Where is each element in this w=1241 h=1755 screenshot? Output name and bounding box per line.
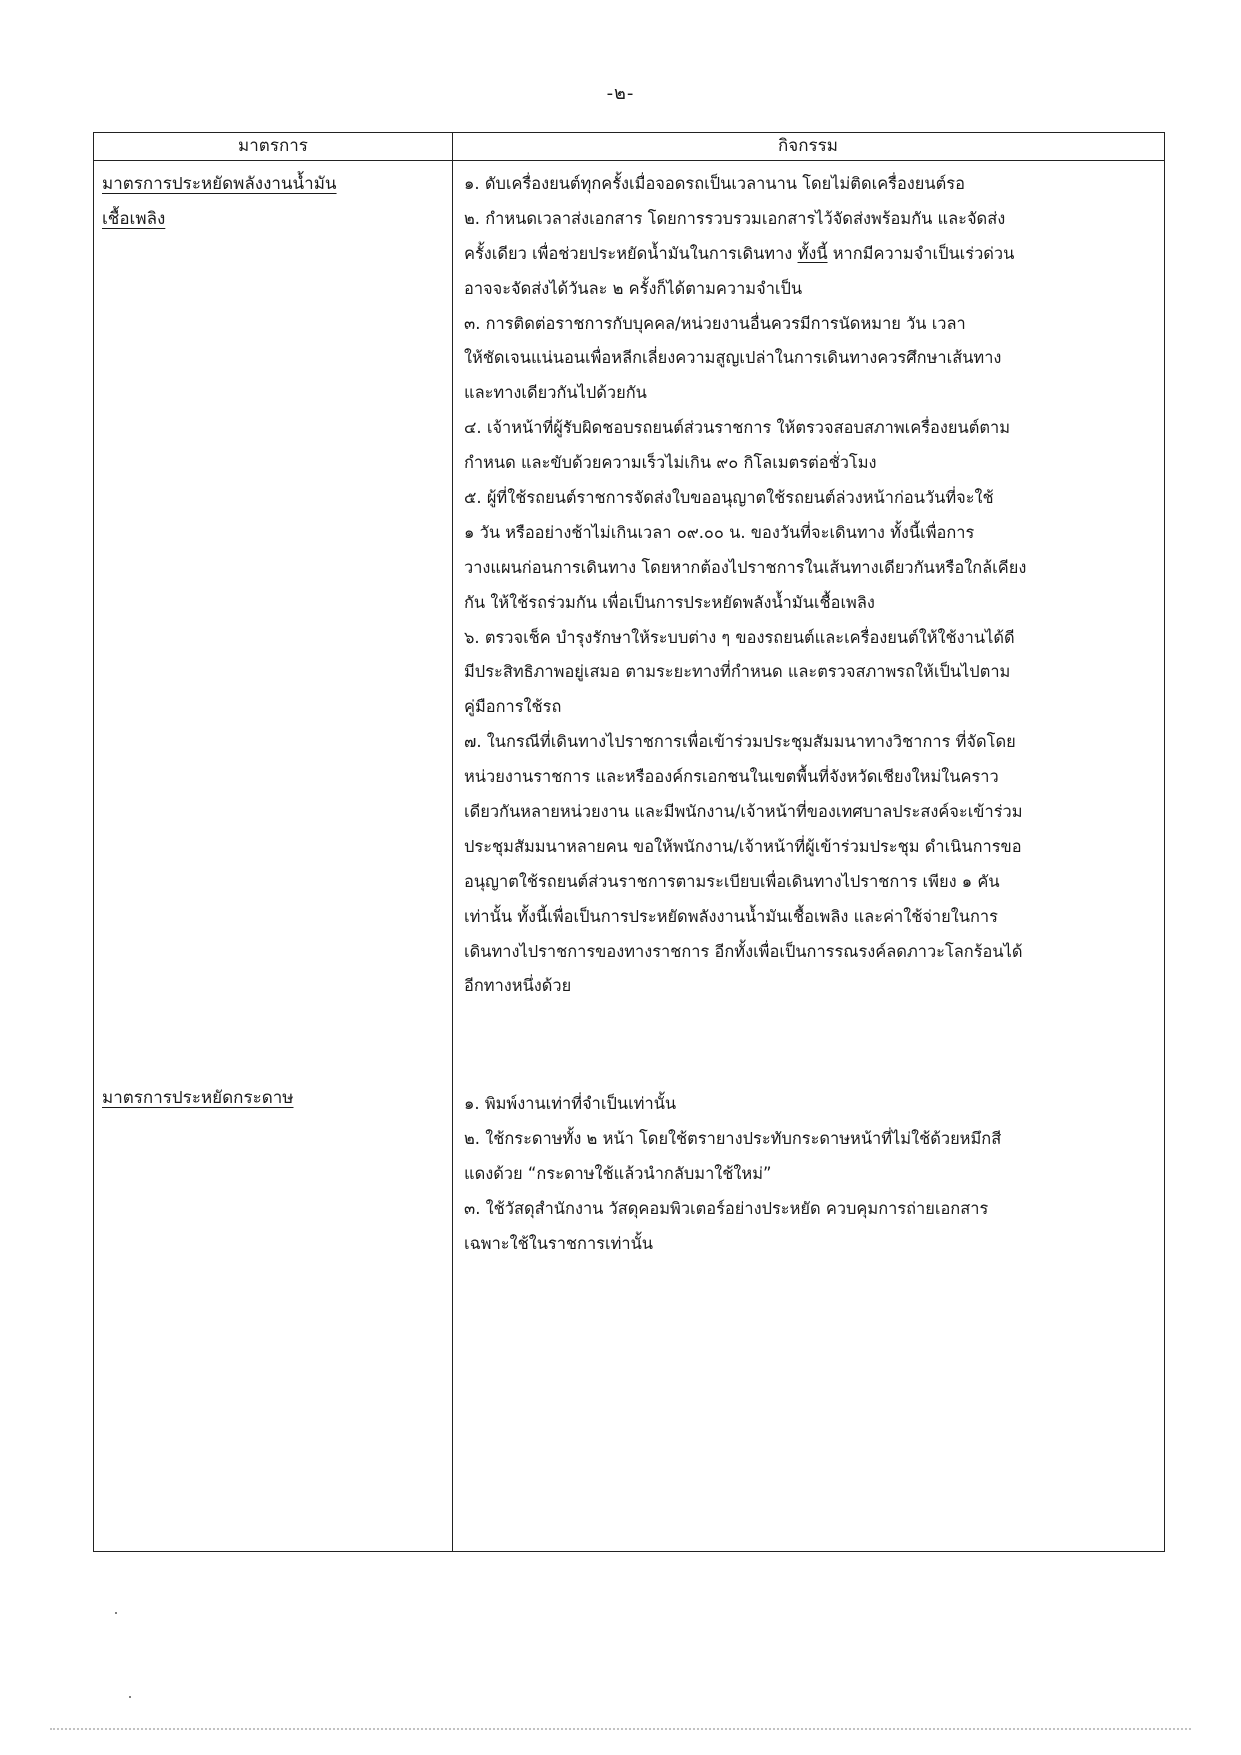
activity-line: หน่วยงานราชการ และหรือองค์กรเอกชนในเขตพื้นที่จังหวัดเชียงใหม่ในคราว bbox=[464, 767, 999, 787]
activity-line: เฉพาะใช้ในราชการเท่านั้น bbox=[464, 1233, 653, 1253]
measures-table bbox=[93, 132, 1165, 1552]
activity-line: ๗. ในกรณีที่เดินทางไปราชการเพื่อเข้าร่วมประชุมสัมมนาทางวิชาการ ที่จัดโดย bbox=[464, 732, 1016, 752]
scan-speck bbox=[115, 1612, 117, 1614]
activity-line: และทางเดียวกันไปด้วยกัน bbox=[464, 383, 647, 403]
activity-line: ๕. ผู้ที่ใช้รถยนต์ราชการจัดส่งใบขออนุญาตใช้รถยนต์ล่วงหน้าก่อนวันที่จะใช้ bbox=[464, 488, 994, 508]
activity-line: อีกทางหนึ่งด้วย bbox=[464, 976, 572, 996]
activity-line: ๔. เจ้าหน้าที่ผู้รับผิดชอบรถยนต์ส่วนราชการ ให้ตรวจสอบสภาพเครื่องยนต์ตาม bbox=[464, 418, 1011, 438]
scan-speck bbox=[129, 1696, 131, 1698]
activity-line: เท่านั้น ทั้งนี้เพื่อเป็นการประหยัดพลังงานน้ำมันเชื้อเพลิง และค่าใช้จ่ายในการ bbox=[464, 906, 998, 926]
activity-line: เดียวกันหลายหน่วยงาน และมีพนักงาน/เจ้าหน้าที่ของเทศบาลประสงค์จะเข้าร่วม bbox=[464, 802, 1023, 822]
page-number: -๒- bbox=[606, 83, 635, 104]
activity-text: หากมีความจำเป็นเร่วด่วน bbox=[827, 243, 1015, 263]
activity-line: ๑ วัน หรืออย่างช้าไม่เกินเวลา ๐๙.๐๐ น. ของวันที่จะเดินทาง ทั้งนี้เพื่อการ bbox=[464, 522, 975, 542]
activity-line: กำหนด และขับด้วยความเร็วไม่เกิน ๙๐ กิโลเมตรต่อชั่วโมง bbox=[464, 453, 877, 473]
measure-title-line: มาตรการประหยัดพลังงานน้ำมัน bbox=[102, 174, 337, 194]
activity-line: ๓. การติดต่อราชการกับบุคคล/หน่วยงานอื่นควรมีการนัดหมาย วัน เวลา bbox=[464, 313, 966, 333]
header-measure: มาตรการ bbox=[238, 136, 308, 156]
activity-line: กัน ให้ใช้รถร่วมกัน เพื่อเป็นการประหยัดพลังน้ำมันเชื้อเพลิง bbox=[464, 592, 875, 612]
activity-line: เดินทางไปราชการของทางราชการ อีกทั้งเพื่อเป็นการรณรงค์ลดภาวะโลกร้อนได้ bbox=[464, 941, 1023, 961]
measure-paper-saving bbox=[102, 1081, 448, 1116]
activity-line: ให้ชัดเจนแน่นอนเพื่อหลีกเลี่ยงความสูญเปล่าในการเดินทางควรศึกษาเส้นทาง bbox=[464, 348, 1002, 368]
emphasis-word: ทั้งนี้ bbox=[797, 243, 828, 263]
activity-line: แดงด้วย “กระดาษใช้แล้วนำกลับมาใช้ใหม่” bbox=[464, 1163, 772, 1183]
measure-fuel-saving bbox=[102, 167, 448, 237]
column-divider bbox=[452, 133, 453, 1551]
activity-line: มีประสิทธิภาพอยู่เสมอ ตามระยะทางที่กำหนด และตรวจสภาพรถให้เป็นไปตาม bbox=[464, 662, 1011, 682]
activity-line bbox=[464, 237, 1156, 272]
activity-line: อาจจะจัดส่งได้วันละ ๒ ครั้งก็ได้ตามความจำเป็น bbox=[464, 278, 803, 298]
activity-text: ครั้งเดียว เพื่อช่วยประหยัดน้ำมันในการเดินทาง bbox=[464, 243, 798, 263]
activity-line: ๒. กำหนดเวลาส่งเอกสาร โดยการรวบรวมเอกสารไว้จัดส่งพร้อมกัน และจัดส่ง bbox=[464, 208, 1006, 228]
activity-line: ๖. ตรวจเช็ค บำรุงรักษาให้ระบบต่าง ๆ ของรถยนต์และเครื่องยนต์ให้ใช้งานได้ดี bbox=[464, 627, 1015, 647]
header-activity: กิจกรรม bbox=[777, 136, 838, 156]
activity-line: ประชุมสัมมนาหลายคน ขอให้พนักงาน/เจ้าหน้าที่ผู้เข้าร่วมประชุม ดำเนินการขอ bbox=[464, 836, 1022, 856]
scan-noise-line bbox=[50, 1728, 1191, 1730]
activity-line: คู่มือการใช้รถ bbox=[464, 697, 562, 717]
activity-line: ๑. ดับเครื่องยนต์ทุกครั้งเมื่อจอดรถเป็นเวลานาน โดยไม่ติดเครื่องยนต์รอ bbox=[464, 174, 965, 193]
activity-line: ๒. ใช้กระดาษทั้ง ๒ หน้า โดยใช้ตรายางประทับกระดาษหน้าที่ไม่ใช้ด้วยหมึกสี bbox=[464, 1128, 1002, 1148]
activity-line: ๑. พิมพ์งานเท่าที่จำเป็นเท่านั้น bbox=[464, 1094, 677, 1113]
measure-title-line: มาตรการประหยัดกระดาษ bbox=[102, 1088, 294, 1108]
activity-line: ๓. ใช้วัสดุสำนักงาน วัสดุคอมพิวเตอร์อย่างประหยัด ควบคุมการถ่ายเอกสาร bbox=[464, 1198, 989, 1218]
activities-paper-saving bbox=[464, 1087, 1156, 1261]
table-header-row bbox=[94, 133, 1164, 161]
activities-fuel-saving bbox=[464, 167, 1156, 1004]
activity-line: วางแผนก่อนการเดินทาง โดยหากต้องไปราชการในเส้นทางเดียวกันหรือใกล้เคียง bbox=[464, 557, 1027, 577]
activity-line: อนุญาตใช้รถยนต์ส่วนราชการตามระเบียบเพื่อเดินทางไปราชการ เพียง ๑ คัน bbox=[464, 871, 1000, 891]
measure-title-line: เชื้อเพลิง bbox=[102, 209, 166, 229]
